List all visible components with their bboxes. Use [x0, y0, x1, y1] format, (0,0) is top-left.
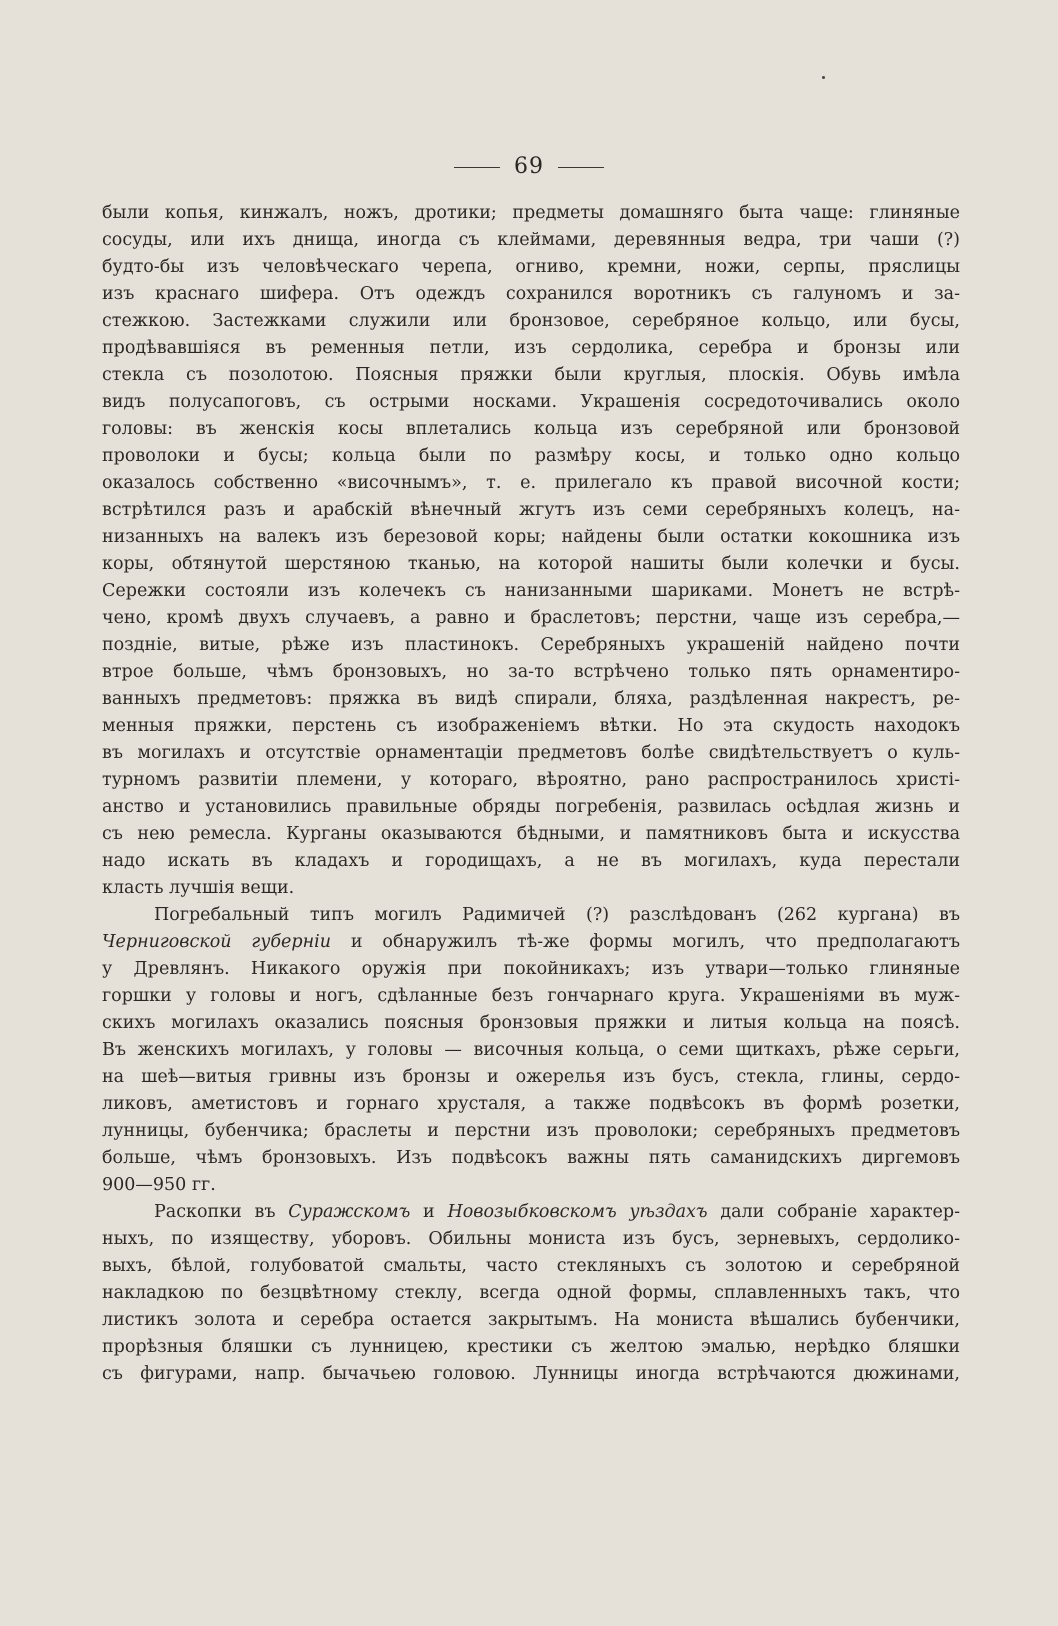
text-segment: горшки у головы и ногъ, сдѣланные безъ гончарнаго круга. Украшеніями въ муж- — [102, 986, 960, 1006]
text-segment: выхъ, бѣлой, голубоватой смальты, часто стекляныхъ съ золотою и серебряной — [102, 1256, 960, 1276]
text-segment: втрое больше, чѣмъ бронзовыхъ, но за-то встрѣчено только пять орнаментиро- — [102, 662, 960, 682]
text-line — [102, 1226, 960, 1253]
text-segment: дали собраніе характер- — [707, 1202, 960, 1222]
text-segment: накладкою по безцвѣтному стеклу, всегда одной формы, сплавленныхъ такъ, что — [102, 1283, 960, 1303]
italic-text: Суражскомъ — [288, 1202, 411, 1222]
text-segment: коры, обтянутой шерстяною тканью, на которой нашиты были колечки и бусы. — [102, 554, 960, 574]
text-segment: стежкою. Застежками служили или бронзовое, серебряное кольцо, или бусы, — [102, 311, 960, 331]
text-segment: чено, кромѣ двухъ случаевъ, а равно и браслетовъ; перстни, чаще изъ серебра,— — [102, 608, 960, 628]
text-segment: изъ краснаго шифера. Отъ одеждъ сохранился воротникъ съ галуномъ и за- — [102, 284, 960, 304]
text-line — [102, 1199, 960, 1226]
text-segment: надо искать въ кладахъ и городищахъ, а не въ могилахъ, куда перестали — [102, 851, 960, 871]
page-number: 69 — [514, 154, 544, 179]
text-line — [102, 524, 960, 551]
text-segment: стекла съ позолотою. Поясныя пряжки были круглыя, плоскія. Обувь имѣла — [102, 365, 960, 385]
text-segment: продѣвавшіяся въ ременныя петли, изъ сердолика, серебра и бронзы или — [102, 338, 960, 358]
text-segment: прорѣзныя бляшки съ лунницею, крестики съ желтою эмалью, нерѣдко бляшки — [102, 1337, 960, 1357]
text-line — [102, 956, 960, 983]
text-line — [102, 362, 960, 389]
text-line — [102, 497, 960, 524]
text-line — [102, 551, 960, 578]
text-segment: лунницы, бубенчика; браслеты и перстни изъ проволоки; серебряныхъ предметовъ — [102, 1121, 960, 1141]
text-segment: головы: въ женскія косы вплетались кольца изъ серебряной или бронзовой — [102, 419, 960, 439]
text-line — [102, 713, 960, 740]
text-line — [102, 281, 960, 308]
text-segment: скихъ могилахъ оказались поясныя бронзовыя пряжки и литыя кольца на поясѣ. — [102, 1013, 960, 1033]
text-line — [102, 470, 960, 497]
text-segment: Въ женскихъ могилахъ, у головы — височныя кольца, о семи щиткахъ, рѣже серьги, — [102, 1040, 960, 1060]
text-segment: были копья, кинжалъ, ножъ, дротики; предметы домашняго быта чаще: глиняные — [102, 203, 960, 223]
text-line — [102, 875, 960, 902]
text-segment: класть лучшія вещи. — [102, 878, 295, 898]
text-segment: и — [410, 1202, 448, 1222]
text-line — [102, 659, 960, 686]
text-line — [102, 1145, 960, 1172]
text-line — [102, 227, 960, 254]
text-line — [102, 1253, 960, 1280]
text-segment: проволоки и бусы; кольца были по размѣру косы, и только одно кольцо — [102, 446, 960, 466]
text-line — [102, 389, 960, 416]
text-line — [102, 983, 960, 1010]
text-segment: оказалось собственно «височнымъ», т. е. прилегало къ правой височной кости; — [102, 473, 960, 493]
text-line — [102, 848, 960, 875]
text-line — [102, 632, 960, 659]
text-line — [102, 605, 960, 632]
text-segment: 900—950 гг. — [102, 1175, 216, 1195]
text-line — [102, 254, 960, 281]
text-line — [102, 335, 960, 362]
text-line — [102, 1361, 960, 1388]
text-line — [102, 1172, 960, 1199]
text-segment: будто-бы изъ человѣческаго черепа, огниво, кремни, ножи, серпы, пряслицы — [102, 257, 960, 277]
text-line — [102, 1280, 960, 1307]
text-line — [102, 1064, 960, 1091]
text-line — [102, 821, 960, 848]
text-segment: Сережки состояли изъ колечекъ съ нанизанными шариками. Монетъ не встрѣ- — [102, 581, 960, 601]
text-line — [102, 1091, 960, 1118]
italic-text: Черниговской губерніи — [102, 932, 332, 952]
page-header — [0, 154, 1058, 179]
italic-text: Новозыбковскомъ уѣздахъ — [447, 1202, 708, 1222]
text-line — [102, 1037, 960, 1064]
text-segment: на шеѣ—витыя гривны изъ бронзы и ожерелья изъ бусъ, стекла, глины, сердо- — [102, 1067, 960, 1087]
text-line — [102, 416, 960, 443]
text-segment: съ нею ремесла. Курганы оказываются бѣдными, и памятниковъ быта и искусства — [102, 824, 960, 844]
text-segment: Раскопки въ — [154, 1202, 289, 1222]
text-segment: поздніе, витые, рѣже изъ пластинокъ. Серебряныхъ украшеній найдено почти — [102, 635, 960, 655]
text-segment: и обнаружилъ тѣ-же формы могилъ, что предполагаютъ — [331, 932, 960, 952]
text-segment: у Древлянъ. Никакого оружія при покойникахъ; изъ утвари—только глиняные — [102, 959, 960, 979]
text-line — [102, 902, 960, 929]
header-dash-left — [454, 167, 500, 168]
page-body-text — [102, 200, 960, 1388]
text-line — [102, 740, 960, 767]
text-segment: видъ полусапоговъ, съ острыми носками. Украшенія сосредоточивались около — [102, 392, 960, 412]
text-segment: ликовъ, аметистовъ и горнаго хрусталя, а также подвѣсокъ въ формѣ розетки, — [102, 1094, 960, 1114]
text-line — [102, 578, 960, 605]
text-segment: встрѣтился разъ и арабскій вѣнечный жгутъ изъ семи серебряныхъ колецъ, на- — [102, 500, 960, 520]
text-segment: ныхъ, по изяществу, уборовъ. Обильны мониста изъ бусъ, зерневыхъ, сердолико- — [102, 1229, 960, 1249]
text-line — [102, 443, 960, 470]
text-segment: турномъ развитіи племени, у котораго, вѣроятно, рано распространилось христі- — [102, 770, 960, 790]
text-segment: въ могилахъ и отсутствіе орнаментаціи предметовъ болѣе свидѣтельствуетъ о куль- — [102, 743, 960, 763]
text-line — [102, 308, 960, 335]
text-line — [102, 1307, 960, 1334]
text-line — [102, 767, 960, 794]
text-segment: анство и установились правильные обряды погребенія, развилась осѣдлая жизнь и — [102, 797, 960, 817]
text-line — [102, 929, 960, 956]
paper-speck — [822, 76, 825, 79]
text-segment: съ фигурами, напр. бычачьею головою. Лунницы иногда встрѣчаются дюжинами, — [102, 1364, 960, 1384]
text-line — [102, 1118, 960, 1145]
text-segment: низанныхъ на валекъ изъ березовой коры; найдены были остатки кокошника изъ — [102, 527, 960, 547]
header-dash-right — [558, 167, 604, 168]
text-segment: больше, чѣмъ бронзовыхъ. Изъ подвѣсокъ важны пять саманидскихъ диргемовъ — [102, 1148, 960, 1168]
text-line — [102, 794, 960, 821]
text-line — [102, 1334, 960, 1361]
text-segment: менныя пряжки, перстень съ изображеніемъ вѣтки. Но эта скудость находокъ — [102, 716, 960, 736]
text-line — [102, 1010, 960, 1037]
text-segment: Погребальный типъ могилъ Радимичей (?) разслѣдованъ (262 кургана) въ — [154, 905, 960, 925]
text-line — [102, 200, 960, 227]
text-segment: листикъ золота и серебра остается закрытымъ. На мониста вѣшались бубенчики, — [102, 1310, 960, 1330]
text-segment: сосуды, или ихъ днища, иногда съ клеймами, деревянныя ведра, три чаши (?) — [102, 230, 960, 250]
text-line — [102, 686, 960, 713]
text-segment: ванныхъ предметовъ: пряжка въ видѣ спирали, бляха, раздѣленная накрестъ, ре- — [102, 689, 960, 709]
